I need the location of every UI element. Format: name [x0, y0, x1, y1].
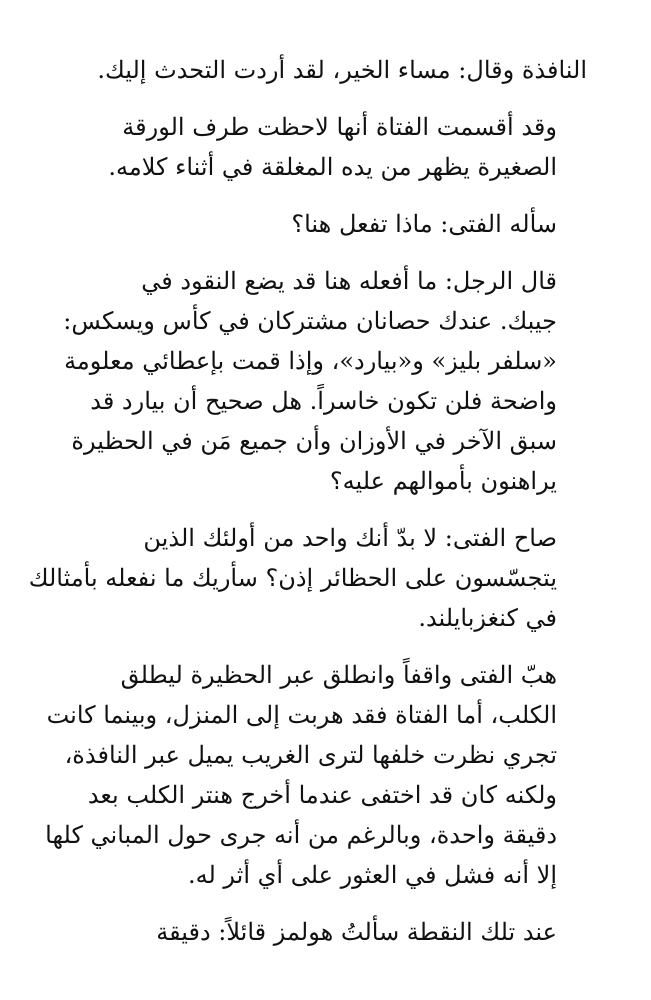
text-line: سأله الفتى: ماذا تفعل هنا؟	[291, 210, 557, 238]
paragraph-2	[62, 107, 587, 187]
text-line: صاح الفتى: لا بدّ أنك واحد من أولئك الذين	[143, 524, 557, 552]
text-line: دقيقة واحدة، وبالرغم من أنه جرى حول المباني كلها	[45, 821, 557, 849]
text-line: تجري نظرت خلفها لترى الغريب يميل عبر النافذة،	[64, 741, 557, 769]
text-line: في كنغزبايلند.	[418, 604, 557, 632]
text-line: يتجسّسون على الحظائر إذن؟ سأريك ما نفعله بأمثالك	[28, 564, 557, 592]
text-line: هبّ الفتى واقفاً وانطلق عبر الحظيرة ليطلق	[120, 661, 557, 689]
paragraph-7	[62, 912, 587, 952]
text-line: وقد أقسمت الفتاة أنها لاحظت طرف الورقة	[122, 113, 557, 141]
text-line: «سلفر بليز» و«بيارد»، وإذا قمت بإعطائي معلومة	[64, 347, 557, 375]
paragraph-1	[62, 50, 587, 90]
paragraph-5	[28, 518, 587, 638]
text-line: يراهنون بأموالهم عليه؟	[329, 467, 557, 495]
text-line: عند تلك النقطة سألتُ هولمز قائلاً: دقيقة	[156, 918, 557, 946]
text-line: إلا أنه فشل في العثور على أي أثر له.	[187, 861, 557, 889]
text-line: النافذة وقال: مساء الخير، لقد أردت التحدث إليك.	[97, 56, 587, 84]
paragraph-4	[62, 261, 587, 501]
paragraph-6	[45, 655, 587, 895]
text-line: واضحة فلن تكون خاسراً. هل صحيح أن بيارد قد	[90, 387, 557, 415]
text-line: الكلب، أما الفتاة فقد هربت إلى المنزل، وبينما كانت	[46, 701, 557, 729]
paragraph-3	[62, 204, 587, 244]
text-line: ولكنه كان قد اختفى عندما أخرج هنتر الكلب بعد	[87, 781, 557, 809]
text-line: الصغيرة يظهر من يده المغلقة في أثناء كلامه.	[108, 153, 557, 181]
text-line: سبق الآخر في الأوزان وأن جميع مَن في الحظيرة	[71, 427, 557, 455]
text-line: جيبك. عندك حصانان مشتركان في كأس ويسكس:	[63, 307, 557, 335]
text-line: قال الرجل: ما أفعله هنا قد يضع النقود في	[141, 267, 557, 295]
